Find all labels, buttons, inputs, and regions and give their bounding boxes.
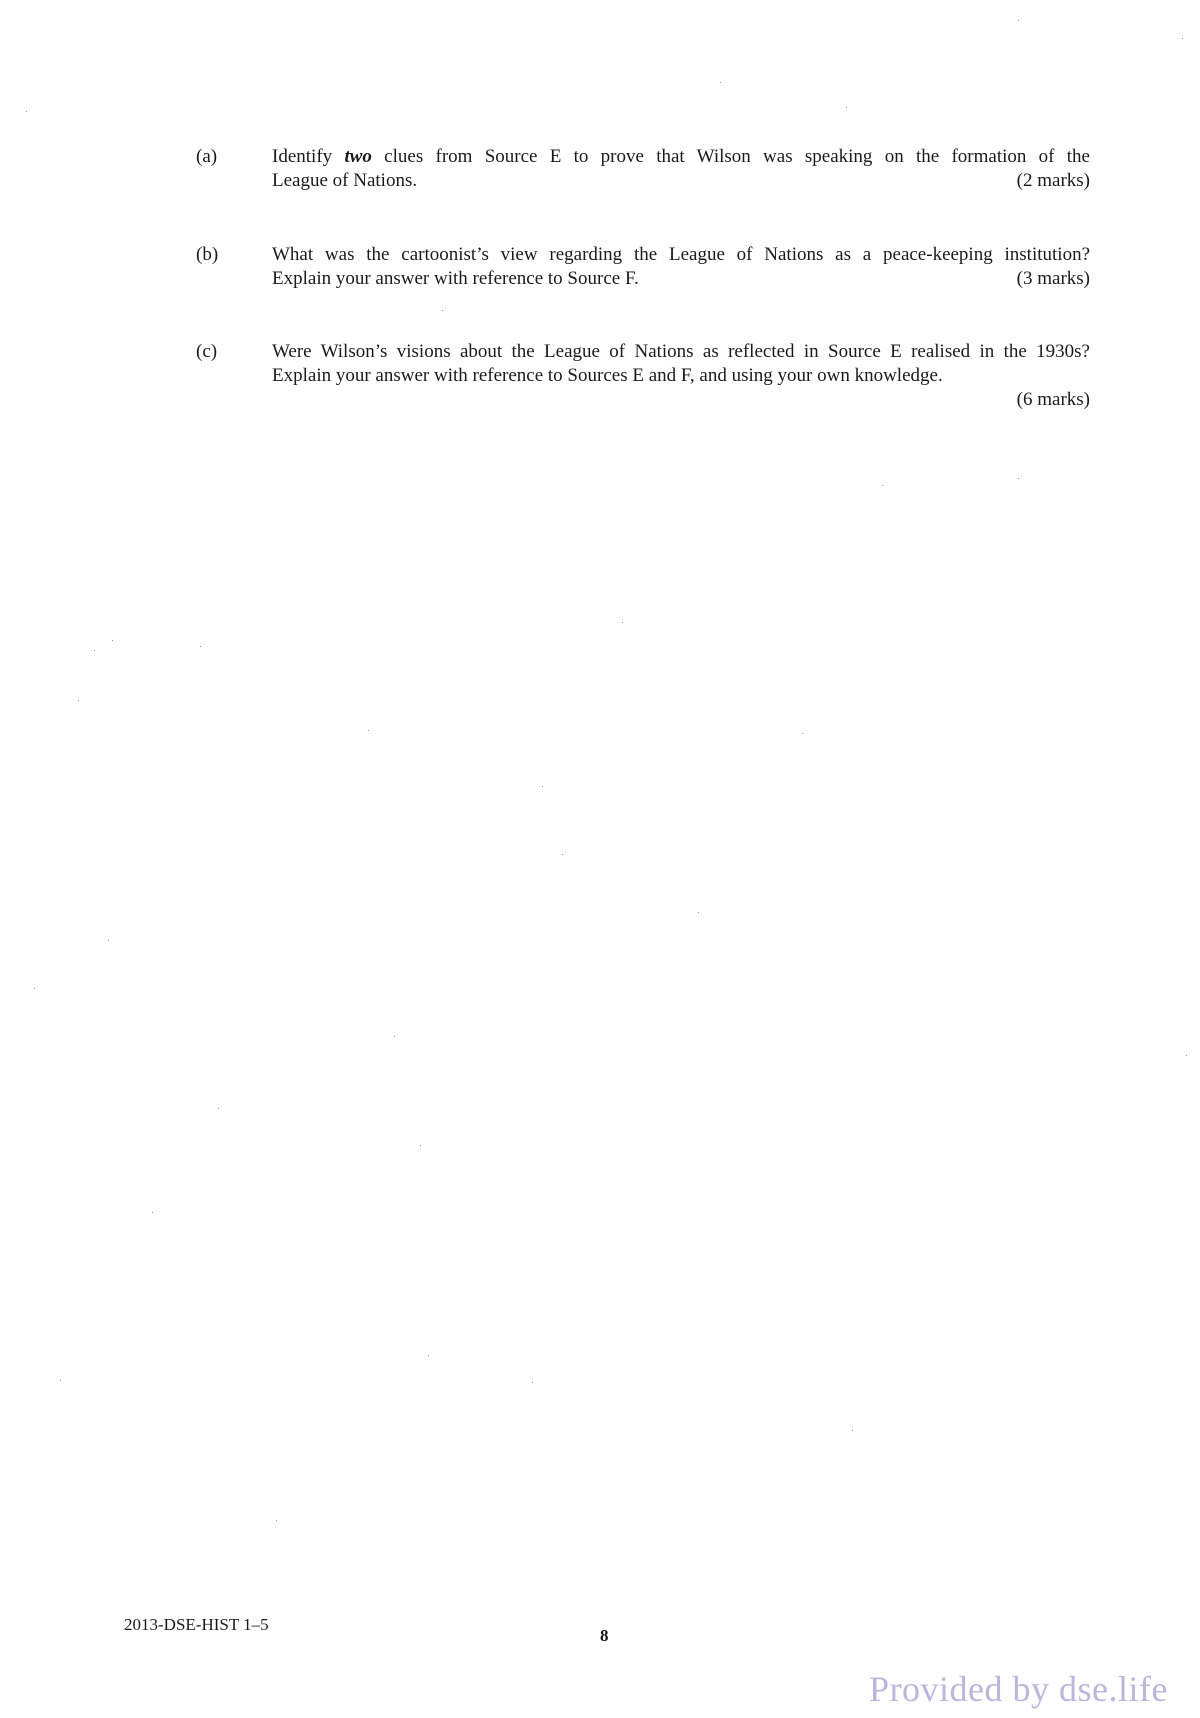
emphasis-word: two — [344, 146, 372, 167]
question-label: (a) — [196, 146, 218, 167]
question-label: (c) — [196, 341, 218, 362]
marks-allocation: (3 marks) — [1016, 268, 1090, 289]
question-line: What was the cartoonist’s view regarding the League of Nations as a peace-keeping institution? — [272, 244, 1090, 265]
question-text — [272, 243, 1090, 291]
question-text — [272, 340, 1090, 412]
exam-code: 2013-DSE-HIST 1–5 — [124, 1615, 269, 1634]
question-text — [272, 145, 1090, 193]
question-line: Explain your answer with reference to Source F. (3 marks) — [272, 268, 1090, 289]
question-line: Were Wilson’s visions about the League of Nations as reflected in Source E realised in the 1930s? — [272, 341, 1090, 362]
page-number: 8 — [600, 1626, 609, 1645]
question-line: Identify two clues from Source E to prove that Wilson was speaking on the formation of the — [272, 146, 1090, 167]
marks-allocation: (6 marks) — [1016, 389, 1090, 410]
question-label: (b) — [196, 244, 219, 265]
marks-allocation: (2 marks) — [1016, 170, 1090, 191]
question-line: League of Nations. (2 marks) — [272, 170, 1090, 191]
watermark: Provided by dse.life — [869, 1669, 1168, 1709]
question-line: Explain your answer with reference to Sources E and F, and using your own knowledge. — [272, 365, 943, 386]
